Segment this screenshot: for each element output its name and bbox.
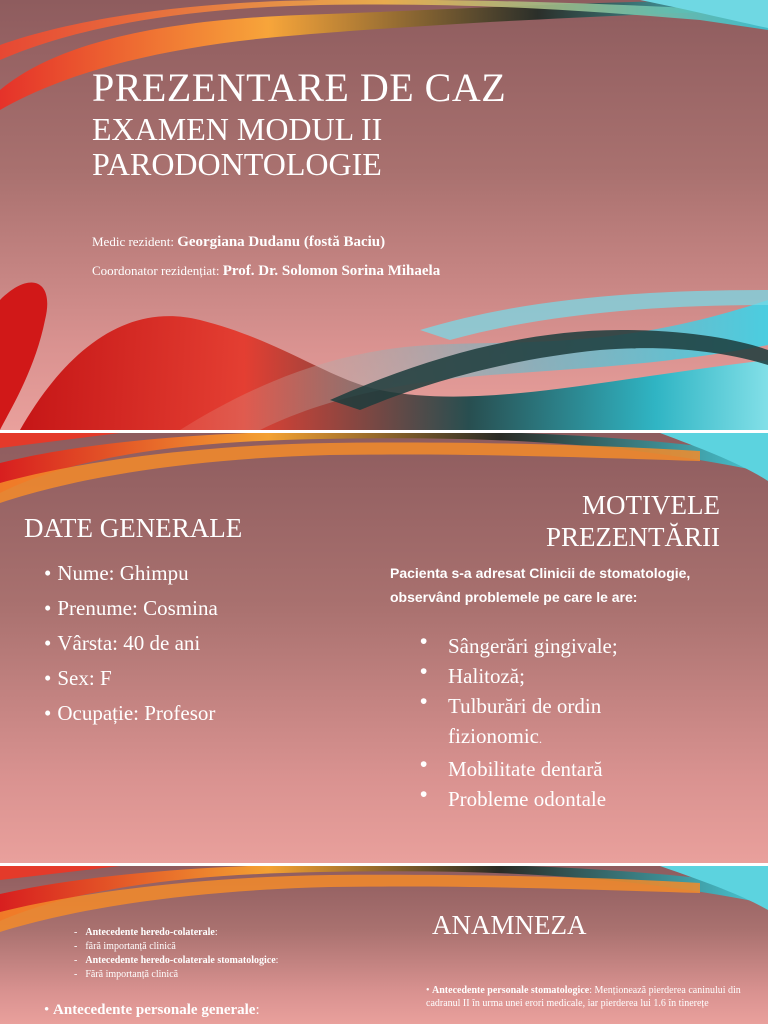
- list-item: [74, 926, 374, 940]
- item-bold: Antecedente personale generale: [53, 1002, 256, 1018]
- list-item: • Halitoză;: [420, 661, 700, 691]
- list-item: • Sângerări gingivale;: [420, 631, 700, 661]
- item-bold: Antecedente personale stomatologice: [432, 985, 590, 996]
- list-item: • Mobilitate dentară: [420, 754, 700, 784]
- slide-general-data: [0, 433, 768, 863]
- section-heading-reasons: [546, 489, 720, 553]
- coordinator-name: Prof. Dr. Solomon Sorina Mihaela: [222, 263, 441, 279]
- item-text: Fără importanță clinică: [85, 969, 179, 980]
- anamnesis-left-list: [74, 926, 374, 982]
- list-item: • Probleme odontale: [420, 784, 700, 814]
- anamnesis-right-text: [426, 984, 746, 1010]
- item-text: fără importanță clinică: [85, 941, 176, 952]
- subtitle-line-2: PARODONTOLOGIE: [92, 146, 382, 182]
- list-item: • Sex: F: [44, 666, 218, 691]
- item-bold: Antecedente heredo-colaterale stomatologice: [85, 955, 276, 966]
- general-data-list: [44, 561, 218, 736]
- medic-name: Georgiana Dudanu (fostă Baciu): [177, 234, 386, 250]
- heading-line-1: MOTIVELE: [582, 490, 720, 520]
- bullet-glyph: •: [44, 1002, 50, 1018]
- coordinator-line: [92, 263, 440, 280]
- item-rest: :: [275, 955, 279, 966]
- reasons-list: [420, 631, 700, 814]
- list-item: [74, 968, 374, 982]
- item-rest: :: [255, 1002, 260, 1018]
- bullet-glyph: •: [426, 985, 430, 996]
- medic-line: [92, 234, 385, 251]
- list-item: • Ocupație: Profesor: [44, 701, 218, 726]
- medic-label: Medic rezident:: [92, 234, 178, 249]
- anamnesis-personal-general: [44, 1002, 260, 1019]
- list-item: [74, 954, 374, 968]
- coordinator-label: Coordonator rezidențiat:: [92, 263, 223, 278]
- slide-title: [0, 0, 768, 430]
- slide-anamnesis: [0, 866, 768, 1024]
- section-heading-anamnesis: ANAMNEZA: [432, 910, 587, 940]
- heading-line-2: PREZENTĂRII: [546, 522, 720, 552]
- list-item: • Vârsta: 40 de ani: [44, 631, 218, 656]
- list-item: [420, 691, 700, 754]
- item-rest: :: [214, 927, 218, 938]
- reasons-intro: Pacienta s-a adresat Clinicii de stomatologie, observând problemele pe care le are:: [390, 565, 691, 605]
- section-heading-general: DATE GENERALE: [24, 513, 243, 543]
- item-bold: Antecedente heredo-colaterale: [85, 927, 215, 938]
- item-rest: : Menționează pierderea caninului din cadranul II în urma unei erori medicale, iar pierderea lui 1.6 în tinerețe: [426, 985, 741, 1009]
- list-item: • Prenume: Cosmina: [44, 596, 218, 621]
- presentation-subtitle: [92, 112, 382, 182]
- list-item: • Nume: Ghimpu: [44, 561, 218, 586]
- presentation-title: PREZENTARE DE CAZ: [92, 65, 507, 110]
- list-item: [74, 940, 374, 954]
- reason-text: Tulburări de ordin fizionomic: [448, 694, 602, 748]
- subtitle-line-1: EXAMEN MODUL II: [92, 111, 383, 147]
- reason-suffix: .: [538, 732, 542, 746]
